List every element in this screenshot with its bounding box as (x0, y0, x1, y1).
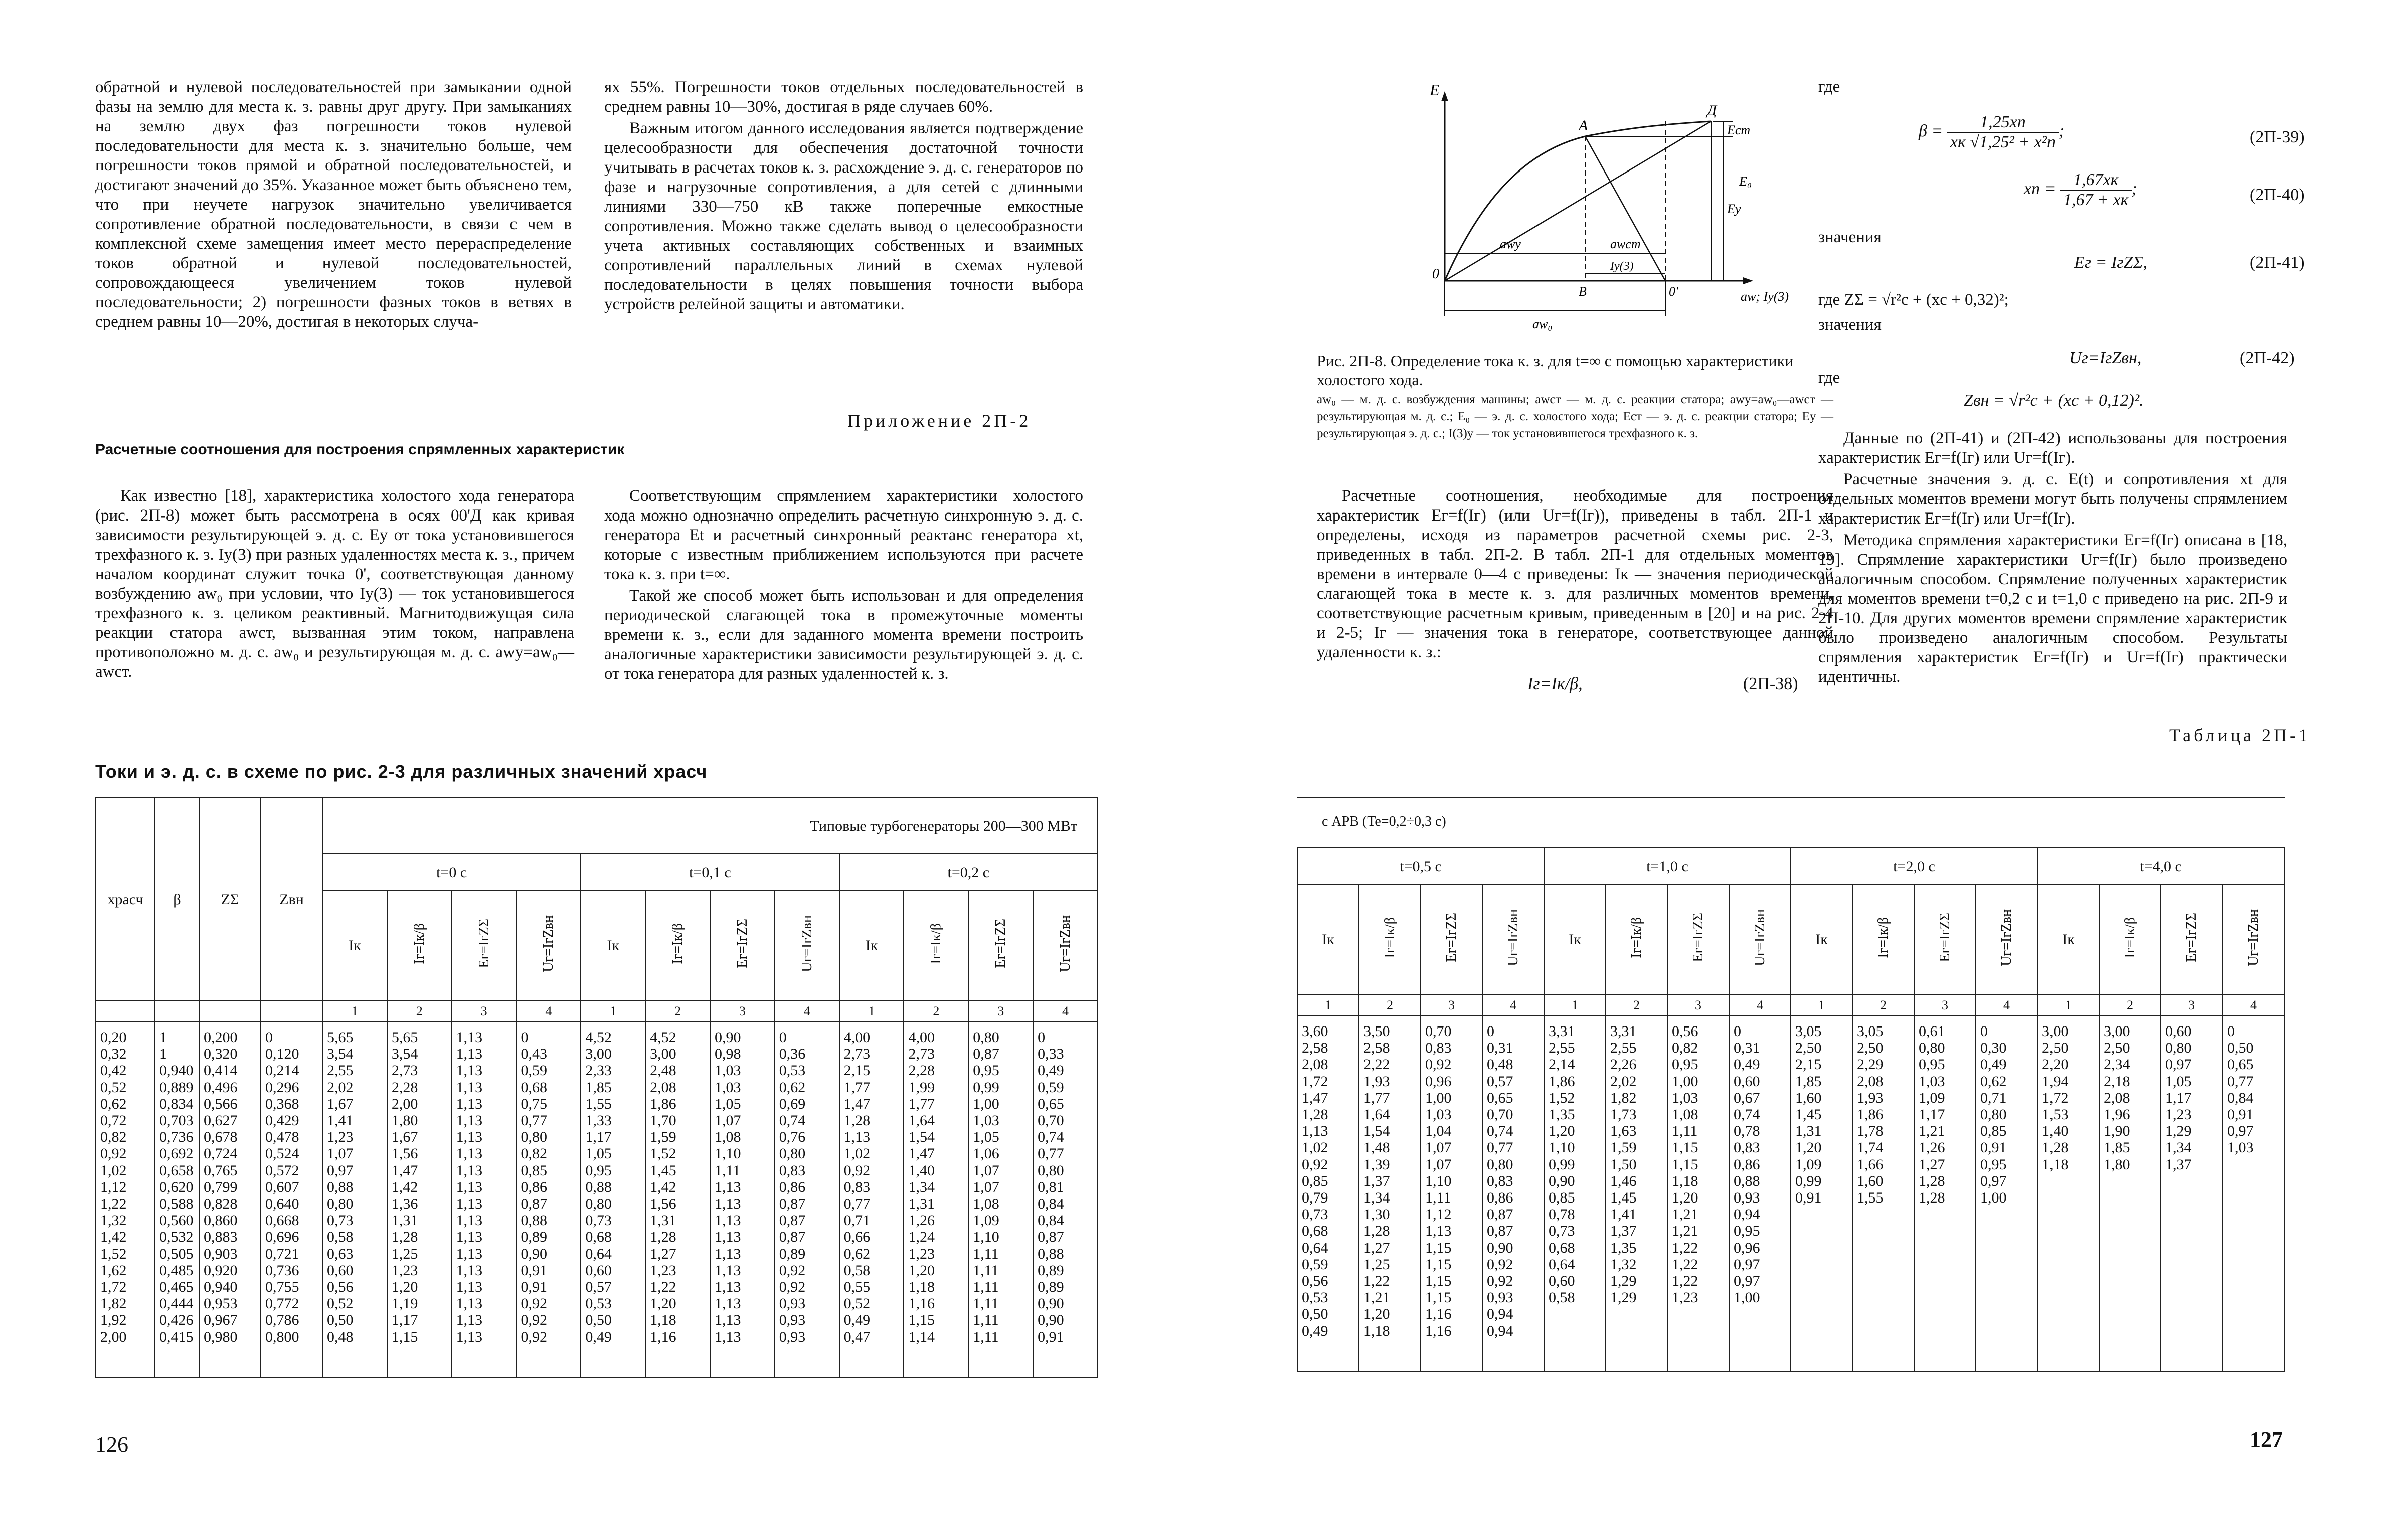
table-column-values: 0 0,120 0,214 0,296 0,368 0,429 0,478 0,524 0,572 0,607 0,640 0,668 0,696 0,721 0,736 0,755 0,772 0,786 0,800 (261, 1021, 322, 1378)
header-time-group: t=4,0 с (2037, 848, 2284, 884)
left-text-column-1 (95, 78, 572, 334)
header-time-group: t=0,1 с (581, 854, 839, 890)
column-number: 3 (710, 1000, 775, 1021)
left-text-column-2 (604, 78, 1083, 316)
header-zvn: Zвн (261, 798, 322, 1000)
table-column-values: 0,20 0,32 0,42 0,52 0,62 0,72 0,82 0,92 1,02 1,12 1,22 1,32 1,42 1,52 1,62 1,72 1,82 1,92 2,00 (96, 1021, 155, 1378)
header-ug: Uг=IгZвн (775, 890, 839, 1000)
table-column-values: 3,05 2,50 2,29 2,08 1,93 1,86 1,78 1,74 1,66 1,60 1,55 (1852, 1015, 1914, 1372)
header-ig: Iг=Iк/β (904, 890, 968, 1000)
paragraph: ях 55%. Погрешности токов отдельных последовательностей в среднем равны 10—30%, достигая в ряде случаев 60%. (604, 78, 1083, 116)
header-ik: Iк (1791, 884, 1852, 994)
paragraph: Расчетные соотношения, необходимые для построения характеристик Eг=f(Iг) (или Uг=f(Iг)), приведены в табл. 2П-1 и определены, исходя из параметров расчетной схемы рис. 2-3, приведенных в табл. 2П-2. В табл. 2П-1 для отдельных моментов времени в интервале 0—4 с приведены: Iк — значения периодической слагающей тока в месте к. з. для различных моментов времени, соответствующие расчетным кривым, приведенным в [20] и на рис. 2-4 и 2-5; Iг — значения тока в генераторе, соответствующее данной удаленности к. з.: (1317, 487, 1833, 661)
table-column-values: 4,52 3,00 2,48 2,08 1,86 1,70 1,59 1,52 1,45 1,42 1,56 1,31 1,28 1,27 1,23 1,22 1,20 1,18 1,16 (645, 1021, 710, 1378)
header-ig: Iг=Iк/β (1359, 884, 1421, 994)
header-time-group: t=2,0 с (1791, 848, 2037, 884)
column-number: 4 (1976, 994, 2037, 1015)
header-ig: Iг=Iк/β (1606, 884, 1667, 994)
header-time-group: t=1,0 с (1544, 848, 1791, 884)
table-column-values: 0 0,30 0,49 0,62 0,71 0,80 0,85 0,91 0,95 0,97 1,00 (1976, 1015, 2037, 1372)
header-ug: Uг=IгZвн (516, 890, 581, 1000)
left-data-table (95, 797, 1098, 1378)
x-axis-arrow (1743, 277, 1753, 284)
paragraph: Расчетные значения э. д. с. E(t) и сопротивления xt для отдельных моментов времени могут быть получены спрямлением характеристик Eг=f(Iг) или Uг=f(Iг). (1818, 470, 2287, 528)
formula-zvn: Zвн = √r²с + (xс + 0,12)². (1964, 391, 2144, 410)
table-column-values: 4,00 2,73 2,15 1,77 1,47 1,28 1,13 1,02 0,92 0,83 0,77 0,71 0,66 0,62 0,58 0,55 0,52 0,49 0,47 (839, 1021, 904, 1378)
column-number: 1 (1544, 994, 1606, 1015)
column-number: 4 (1482, 994, 1544, 1015)
column-number: 2 (1852, 994, 1914, 1015)
column-number: 4 (775, 1000, 839, 1021)
label-e: E (1430, 81, 1440, 99)
header-ig: Iг=Iк/β (645, 890, 710, 1000)
column-number: 3 (968, 1000, 1033, 1021)
header-ig: Iг=Iк/β (1852, 884, 1914, 994)
table-column-values: 3,31 2,55 2,26 2,02 1,82 1,73 1,63 1,59 1,50 1,46 1,45 1,41 1,37 1,35 1,32 1,29 1,29 (1606, 1015, 1667, 1372)
header-ug: Uг=IгZвн (1729, 884, 1791, 994)
right-text-column-2 (1818, 429, 2287, 689)
equation-number: (2П-39) (2250, 128, 2305, 146)
table-column-values: 3,50 2,58 2,22 1,93 1,77 1,64 1,54 1,48 1,39 1,37 1,34 1,30 1,28 1,27 1,25 1,22 1,21 1,20 1,18 (1359, 1015, 1421, 1372)
paragraph: Важным итогом данного исследования является подтверждение целесообразности для обеспечения достаточной точности учитывать в расчетах токов к. з. расхождение э. д. с. генераторов по фазе и нагрузочные сопротивления, а для сетей с длинными линиями 330—750 кВ также поперечные емкостные сопротивления. Можно также сделать вывод о целесообразности учета активных составляющих собственных и взаимных сопротивлений параллельных линий в схемах нулевой последовательности в целях повышения точности выбора устройств релейной защиты и автоматики. (604, 119, 1083, 313)
where-label: где (1818, 369, 1840, 387)
table-column-values: 1,13 1,13 1,13 1,13 1,13 1,13 1,13 1,13 1,13 1,13 1,13 1,13 1,13 1,13 1,13 1,13 1,13 1,13 1,13 (452, 1021, 517, 1378)
header-eg: Eг=IгZΣ (452, 890, 517, 1000)
header-time-group: t=0,2 с (839, 854, 1098, 890)
formula-2p42: Uг=IгZвн, (2069, 349, 2142, 367)
where-label: где (1818, 78, 1840, 96)
column-number: 2 (1359, 994, 1421, 1015)
header-time-group: t=0,5 с (1297, 848, 1544, 884)
figure-caption: Рис. 2П-8. Определение тока к. з. для t=∞ с помощью характеристики холостого хода. (1317, 352, 1794, 389)
column-number: 2 (387, 1000, 452, 1021)
column-number: 4 (2223, 994, 2284, 1015)
header-ug: Uг=IгZвн (1482, 884, 1544, 994)
paragraph: Как известно [18], характеристика холостого хода генератора (рис. 2П-8) может быть рассмотрена в осях 00'Д как кривая зависимости результирующей э. д. с. Eу от тока установившегося трехфазного к. з. Iу(3) при разных удаленностях места к. з., причем началом координат служит точка 0', соответствующая данному возбуждению aw₀ при условии, что Iу(3) — ток установившегося трехфазного к. з. целиком реактивный. Магнитодвижущая сила реакции статора awст, вызванная этим током, направлена противоположно м. д. с. aw₀ и результирующая м. д. с. awу=aw₀—awст. (95, 487, 574, 681)
header-zsum: ZΣ (199, 798, 261, 1000)
left-text-column-4 (604, 486, 1083, 686)
header-eg: Eг=IгZΣ (968, 890, 1033, 1000)
column-number: 3 (452, 1000, 517, 1021)
table-caption-arv: с АРВ (Te=0,2÷0,3 с) (1322, 814, 1446, 829)
header-ik: Iк (2037, 884, 2099, 994)
header-eg: Eг=IгZΣ (2161, 884, 2223, 994)
table-column-values: 0,80 0,87 0,95 0,99 1,00 1,03 1,05 1,06 1,07 1,07 1,08 1,09 1,10 1,11 1,11 1,11 1,11 1,11 1,11 (968, 1021, 1033, 1378)
right-text-column-1 (1317, 486, 1833, 664)
table-column-values: 0,90 0,98 1,03 1,03 1,05 1,07 1,08 1,10 1,11 1,13 1,13 1,13 1,13 1,13 1,13 1,13 1,13 1,13 1,13 (710, 1021, 775, 1378)
table-column-values: 4,00 2,73 2,28 1,99 1,77 1,64 1,54 1,47 1,40 1,34 1,31 1,26 1,24 1,23 1,20 1,18 1,16 1,15 1,14 (904, 1021, 968, 1378)
table-column-values: 4,52 3,00 2,33 1,85 1,55 1,33 1,17 1,05 0,95 0,88 0,80 0,73 0,68 0,64 0,60 0,57 0,53 0,50 0,49 (581, 1021, 645, 1378)
table-column-values: 0,61 0,80 0,95 1,03 1,09 1,17 1,21 1,26 1,27 1,28 1,28 (1914, 1015, 1976, 1372)
table-column-values: 3,05 2,50 2,15 1,85 1,60 1,45 1,31 1,20 1,09 0,99 0,91 (1791, 1015, 1852, 1372)
table-column-values: 0,56 0,82 0,95 1,00 1,03 1,08 1,11 1,15 1,15 1,18 1,20 1,21 1,21 1,22 1,22 1,22 1,23 (1667, 1015, 1729, 1372)
table-column-values: 0,70 0,83 0,92 0,96 1,00 1,03 1,04 1,07 1,07 1,10 1,11 1,12 1,13 1,15 1,15 1,15 1,15 1,16 1,16 (1421, 1015, 1482, 1372)
header-ug: Uг=IгZвн (1976, 884, 2037, 994)
label-aw0: aw₀ (1532, 317, 1553, 331)
label-b: B (1579, 284, 1587, 299)
header-ig: Iг=Iк/β (387, 890, 452, 1000)
column-number: 4 (1033, 1000, 1098, 1021)
appendix-label: Приложение 2П-2 (847, 411, 1032, 431)
header-eg: Eг=IгZΣ (1914, 884, 1976, 994)
table-column-values: 1 1 0,940 0,889 0,834 0,703 0,736 0,692 0,658 0,620 0,588 0,560 0,532 0,505 0,485 0,465 0,444 0,426 0,415 (155, 1021, 199, 1378)
header-ig: Iг=Iк/β (2099, 884, 2161, 994)
page-number: 127 (2250, 1427, 2283, 1452)
header-ik: Iк (839, 890, 904, 1000)
label-x-axis: aw; Iу(3) (1741, 289, 1789, 304)
label-awy: awу (1500, 237, 1521, 251)
column-number: 3 (1667, 994, 1729, 1015)
left-text-column-3 (95, 486, 574, 684)
where-zs-formula: где ZΣ = √r²с + (xс + 0,32)²; (1818, 291, 2009, 309)
column-number: 2 (645, 1000, 710, 1021)
header-beta: β (155, 798, 199, 1000)
table-title: Токи и э. д. с. в схеме по рис. 2-3 для различных значений xрасч (95, 761, 708, 782)
header-ug: Uг=IгZвн (2223, 884, 2284, 994)
label-d: Д (1707, 102, 1717, 119)
header-group: Типовые турбогенераторы 200—300 МВт (322, 798, 1098, 854)
table-column-values: 0 0,33 0,49 0,59 0,65 0,70 0,74 0,77 0,80 0,81 0,84 0,84 0,87 0,88 0,89 0,89 0,90 0,90 0,91 (1033, 1021, 1098, 1378)
right-page (1197, 0, 2393, 1540)
chord-line (1445, 121, 1711, 281)
column-number: 4 (516, 1000, 581, 1021)
label-iy: Iу(3) (1610, 260, 1634, 273)
table-label: Таблица 2П-1 (2169, 725, 2311, 745)
y-axis-arrow (1441, 91, 1448, 101)
formula-2p39: β = $\frac{1,25xп}{\text{xк √1,25² + x²п}}$ ; (1919, 113, 2065, 151)
table-column-values: 0,60 0,80 0,97 1,05 1,17 1,23 1,29 1,34 1,37 (2161, 1015, 2223, 1372)
equation-number: (2П-40) (2250, 186, 2305, 204)
table-column-values: 3,31 2,55 2,14 1,86 1,52 1,35 1,20 1,10 0,99 0,90 0,85 0,78 0,73 0,68 0,64 0,60 0,58 (1544, 1015, 1606, 1372)
column-number: 2 (904, 1000, 968, 1021)
header-time-group: t=0 с (322, 854, 581, 890)
paragraph: Соответствующим спрямлением характеристики холостого хода можно однозначно определить расчетную синхронную э. д. с. генератора Et и расчетный синхронный реактанс генератора xt, которые с известным приближением используются при расчете тока к. з. при t=∞. (604, 487, 1083, 583)
column-number: 2 (2099, 994, 2161, 1015)
table-column-values: 3,00 2,50 2,34 2,18 2,08 1,96 1,90 1,85 1,80 (2099, 1015, 2161, 1372)
line-a-oprime (1585, 136, 1665, 281)
label-oprime: 0' (1669, 284, 1678, 299)
label-est: Eст (1727, 123, 1751, 137)
figure-legend: aw₀ — м. д. с. возбуждения машины; awст — м. д. с. реакции статора; awу=aw₀—awст — результирующая м. д. с.; E₀ — э. д. с. холостого хода; Eст — э. д. с. реакции статора; Eу — результирующая э. д. с.; I(3)у — ток установившегося трехфазного к. з. (1317, 393, 1833, 440)
table-column-values: 0 0,43 0,59 0,68 0,75 0,77 0,80 0,82 0,85 0,86 0,87 0,88 0,89 0,90 0,91 0,91 0,92 0,92 0,92 (516, 1021, 581, 1378)
column-number: 1 (2037, 994, 2099, 1015)
table-column-values: 3,00 2,50 2,20 1,94 1,72 1,53 1,40 1,28 1,18 (2037, 1015, 2099, 1372)
table-column-values: 0 0,31 0,49 0,60 0,67 0,74 0,78 0,83 0,86 0,88 0,93 0,94 0,95 0,96 0,97 0,97 1,00 (1729, 1015, 1791, 1372)
paragraph: обратной и нулевой последовательностей при замыкании одной фазы на землю для места к. з. равны друг другу. При замыканиях на землю двух фаз погрешности токов нулевой последовательности для места к. з. значительно больше, чем погрешности токов прямой и обратной последовательностей, и достигают значений до 35%. Указанное может быть объяснено тем, что при неучете нагрузок значительно увеличивается сопротивление обратной последовательности, в связи с чем в комплексной схеме замещения имеет место перераспределение токов обратной и нулевой последовательностей, сопровождающееся увеличением токов нулевой последовательности; 2) погрешности фазных токов в ветвях в среднем равны 10—20%, достигая в некоторых случа- (95, 78, 572, 331)
column-number: 4 (1729, 994, 1791, 1015)
header-eg: Eг=IгZΣ (1421, 884, 1482, 994)
table-column-values: 0 0,36 0,53 0,62 0,69 0,74 0,76 0,80 0,83 0,86 0,87 0,87 0,87 0,89 0,92 0,92 0,93 0,93 0,93 (775, 1021, 839, 1378)
column-number: 1 (1297, 994, 1359, 1015)
column-number: 3 (1421, 994, 1482, 1015)
column-number: 1 (839, 1000, 904, 1021)
equation-number: (2П-38) (1743, 674, 1798, 693)
equation-number: (2П-41) (2250, 253, 2305, 272)
values-label: значения (1818, 316, 1882, 334)
header-ug: Uг=IгZвн (1033, 890, 1098, 1000)
page-number: 126 (95, 1432, 128, 1457)
table-column-values: 0 0,50 0,65 0,77 0,84 0,91 0,97 1,03 (2223, 1015, 2284, 1372)
column-number: 1 (581, 1000, 645, 1021)
column-number: 1 (1791, 994, 1852, 1015)
label-awst: awст (1610, 237, 1641, 251)
column-number: 3 (2161, 994, 2223, 1015)
header-ik: Iк (581, 890, 645, 1000)
column-number: 2 (1606, 994, 1667, 1015)
column-number: 3 (1914, 994, 1976, 1015)
values-label: значения (1818, 228, 1882, 246)
header-ik: Iк (1544, 884, 1606, 994)
table-column-values: 5,65 3,54 2,73 2,28 2,00 1,80 1,67 1,56 1,47 1,42 1,36 1,31 1,28 1,25 1,23 1,20 1,19 1,17 1,15 (387, 1021, 452, 1378)
paragraph: Методика спрямления характеристики Eг=f(Iг) описана в [18, 19]. Спрямление характеристики Uг=f(Iг) было произведено аналогичным способом. Спрямление полученных характеристик для моментов времени t=0,2 с и t=1,0 с приведено на рис. 2П-9 и 2П-10. Для других моментов времени спрямление характеристик было произведено аналогичным способом. Результаты спрямления характеристик Eг=f(Iг) и Uг=f(Iг) практически идентичны. (1818, 531, 2287, 686)
label-ey: Eу (1727, 202, 1741, 216)
header-ik: Iк (1297, 884, 1359, 994)
label-o: 0 (1432, 266, 1439, 282)
table-column-values: 3,60 2,58 2,08 1,72 1,47 1,28 1,13 1,02 0,92 0,85 0,79 0,73 0,68 0,64 0,59 0,56 0,53 0,50 0,49 (1297, 1015, 1359, 1372)
table-top-rule (1297, 797, 2285, 798)
paragraph: Данные по (2П-41) и (2П-42) использованы для построения характеристик Eг=f(Iг) или Uг=f(Iг). (1818, 429, 2287, 467)
formula-2p38: Iг=Iк/β, (1527, 674, 1583, 693)
table-column-values: 5,65 3,54 2,55 2,02 1,67 1,41 1,23 1,07 0,97 0,88 0,80 0,73 0,58 0,63 0,60 0,56 0,52 0,50 0,48 (322, 1021, 387, 1378)
header-eg: Eг=IгZΣ (710, 890, 775, 1000)
right-data-table (1297, 847, 2285, 1372)
label-e0: E₀ (1739, 174, 1752, 189)
column-number: 1 (322, 1000, 387, 1021)
header-eg: Eг=IгZΣ (1667, 884, 1729, 994)
formula-2p40: xп = $\frac{1,67xк}{1,67 + xк}$ ; (2024, 170, 2137, 209)
paragraph: Такой же способ может быть использован и для определения периодической слагающей тока в промежуточные моменты времени к. з., если для заданного момента времени построить аналогичные характеристики зависимости результирующей э. д. с. от тока генератора для разных удаленностей к. з. (604, 587, 1083, 683)
figure-idle-characteristic (1382, 80, 1833, 341)
formula-2p41: Eг = IгZΣ, (2074, 253, 2148, 272)
table-column-values: 0 0,31 0,48 0,57 0,65 0,70 0,74 0,77 0,80 0,83 0,86 0,87 0,87 0,90 0,92 0,92 0,93 0,94 0,94 (1482, 1015, 1544, 1372)
header-ik: Iк (322, 890, 387, 1000)
label-a: A (1579, 117, 1588, 134)
section-title: Расчетные соотношения для построения спрямленных характеристик (95, 441, 625, 458)
equation-number: (2П-42) (2240, 349, 2295, 367)
header-xrasch: xрасч (96, 798, 155, 1000)
table-column-values: 0,200 0,320 0,414 0,496 0,566 0,627 0,678 0,724 0,765 0,799 0,828 0,860 0,883 0,903 0,920 0,940 0,953 0,967 0,980 (199, 1021, 261, 1378)
